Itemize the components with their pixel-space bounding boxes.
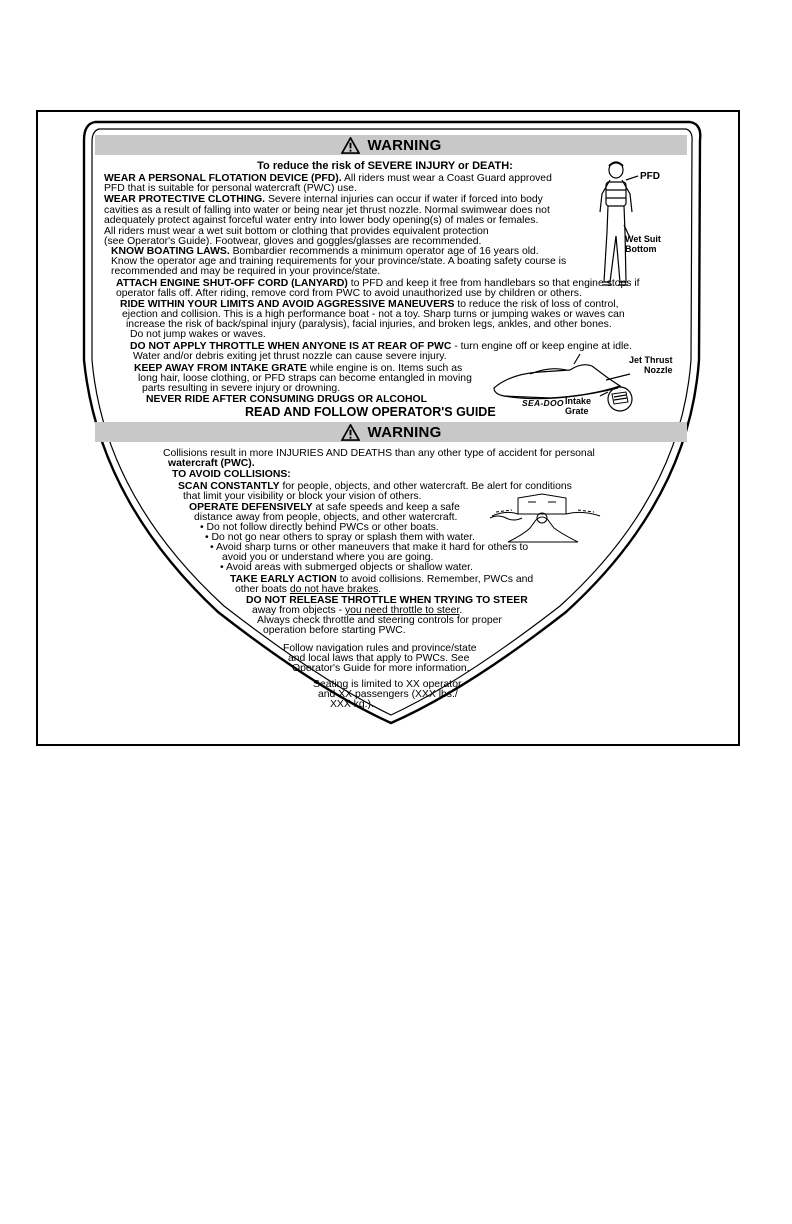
- read-guide-line: READ AND FOLLOW OPERATOR'S GUIDE: [245, 405, 496, 419]
- intake-grate-line: long hair, loose clothing, or PFD straps can become entangled in moving: [138, 373, 472, 384]
- warning-banner-bottom: [95, 422, 687, 442]
- intro-line: To reduce the risk of SEVERE INJURY or DEATH:: [257, 160, 513, 172]
- seating-paragraph: Seating is limited to XX operator: [313, 679, 462, 690]
- release-throttle-line: operation before starting PWC.: [263, 625, 406, 636]
- operate-bullet: • Avoid areas with submerged objects or shallow water.: [220, 562, 473, 573]
- release-throttle-paragraph: DO NOT RELEASE THROTTLE WHEN TRYING TO STEER: [246, 595, 528, 606]
- intake-grate-label: Intake Grate: [565, 396, 592, 416]
- seating-line: and XX passengers (XXX lbs./: [318, 689, 458, 700]
- clothing-paragraph-line: cavities as a result of falling into water or being near jet thrust nozzle. Normal swimwear does not: [104, 205, 550, 216]
- warning-triangle-icon: [341, 424, 360, 441]
- defensive-operation-illustration: [488, 490, 606, 548]
- clothing-paragraph: WEAR PROTECTIVE CLOTHING. Severe internal injuries can occur if water if forced into body: [104, 194, 543, 205]
- release-throttle-line: away from objects - you need throttle to steer.: [252, 605, 463, 616]
- sea-doo-logo: SEA-DOO: [522, 398, 564, 408]
- lanyard-paragraph: ATTACH ENGINE SHUT-OFF CORD (LANYARD) to PFD and keep it free from handlebars so that engine stops if: [116, 278, 640, 289]
- scan-paragraph: SCAN CONSTANTLY for people, objects, and other watercraft. Be alert for conditions: [178, 481, 572, 492]
- warning-banner-text: WARNING: [367, 136, 442, 154]
- ride-limits-line: increase the risk of back/spinal injury (paralysis), facial injuries, and broken legs, ankles, and other bones.: [126, 319, 612, 330]
- ride-limits-line: ejection and collision. This is a high performance boat - not a toy. Sharp turns or jumping wakes or waves can: [122, 309, 625, 320]
- operate-line: distance away from people, objects, and other watercraft.: [194, 512, 458, 523]
- jet-thrust-nozzle-label: Jet Thrust Nozzle: [629, 355, 673, 375]
- clothing-paragraph-line: All riders must wear a wet suit bottom or clothing that provides equivalent protection: [104, 226, 489, 237]
- ride-limits-paragraph: RIDE WITHIN YOUR LIMITS AND AVOID AGGRESSIVE MANEUVERS to reduce the risk of loss of control,: [120, 299, 619, 310]
- boating-laws-paragraph: KNOW BOATING LAWS. Bombardier recommends a minimum operator age of 16 years old.: [111, 246, 539, 257]
- drugs-line: NEVER RIDE AFTER CONSUMING DRUGS OR ALCOHOL: [146, 394, 427, 405]
- warning-triangle-icon: [341, 137, 360, 154]
- pfd-paragraph: WEAR A PERSONAL FLOTATION DEVICE (PFD). All riders must wear a Coast Guard approved: [104, 173, 552, 184]
- intake-grate-line: parts resulting in severe injury or drowning.: [142, 383, 341, 394]
- wet-suit-label: Wet Suit Bottom: [625, 234, 661, 254]
- operate-bullet: • Do not go near others to spray or splash them with water.: [205, 532, 475, 543]
- operate-paragraph: OPERATE DEFENSIVELY at safe speeds and keep a safe: [189, 502, 460, 513]
- take-action-paragraph: TAKE EARLY ACTION to avoid collisions. Remember, PWCs and: [230, 574, 534, 585]
- collisions-paragraph: Collisions result in more INJURIES AND DEATHS than any other type of accident for personal: [163, 448, 595, 459]
- lanyard-line: operator falls off. After riding, remove cord from PWC to avoid unauthorized use by children or others.: [116, 288, 582, 299]
- collisions-line: watercraft (PWC).: [168, 458, 255, 469]
- navigation-rules-line: and local laws that apply to PWCs. See: [288, 653, 470, 664]
- boating-laws-line: recommended and may be required in your province/state.: [111, 266, 381, 277]
- take-action-line: other boats do not have brakes.: [235, 584, 382, 595]
- operate-bullet: • Do not follow directly behind PWCs or other boats.: [200, 522, 439, 533]
- navigation-rules-line: Operator's Guide for more information.: [292, 663, 470, 674]
- boating-laws-line: Know the operator age and training requirements for your province/state. A boating safety course is: [111, 256, 567, 267]
- scan-line: that limit your visibility or block your vision of others.: [183, 491, 422, 502]
- pfd-label: PFD: [640, 171, 660, 182]
- clothing-paragraph-line: (see Operator's Guide). Footwear, gloves and goggles/glasses are recommended.: [104, 236, 482, 247]
- throttle-paragraph: DO NOT APPLY THROTTLE WHEN ANYONE IS AT REAR OF PWC - turn engine off or keep engine at idle.: [130, 341, 632, 352]
- pfd-paragraph-line: PFD that is suitable for personal watercraft (PWC) use.: [104, 183, 357, 194]
- throttle-line: Water and/or debris exiting jet thrust nozzle can cause severe injury.: [133, 351, 447, 362]
- operate-bullet: • Avoid sharp turns or other maneuvers that make it hard for others to: [210, 542, 529, 553]
- ride-limits-line: Do not jump wakes or waves.: [130, 329, 266, 340]
- warning-banner-top: [95, 135, 687, 155]
- operate-bullet-line: avoid you or understand where you are going.: [222, 552, 434, 563]
- avoid-collisions-heading: TO AVOID COLLISIONS:: [172, 469, 291, 480]
- navigation-rules-paragraph: Follow navigation rules and province/state: [283, 643, 477, 654]
- seating-line: XXX kg.).: [330, 699, 374, 710]
- warning-banner-text: WARNING: [367, 423, 442, 441]
- intake-grate-paragraph: KEEP AWAY FROM INTAKE GRATE while engine is on. Items such as: [134, 363, 463, 374]
- clothing-paragraph-line: adequately protect against forceful water entry into lower body opening(s) of males or females.: [104, 215, 539, 226]
- release-throttle-line: Always check throttle and steering controls for proper: [257, 615, 502, 626]
